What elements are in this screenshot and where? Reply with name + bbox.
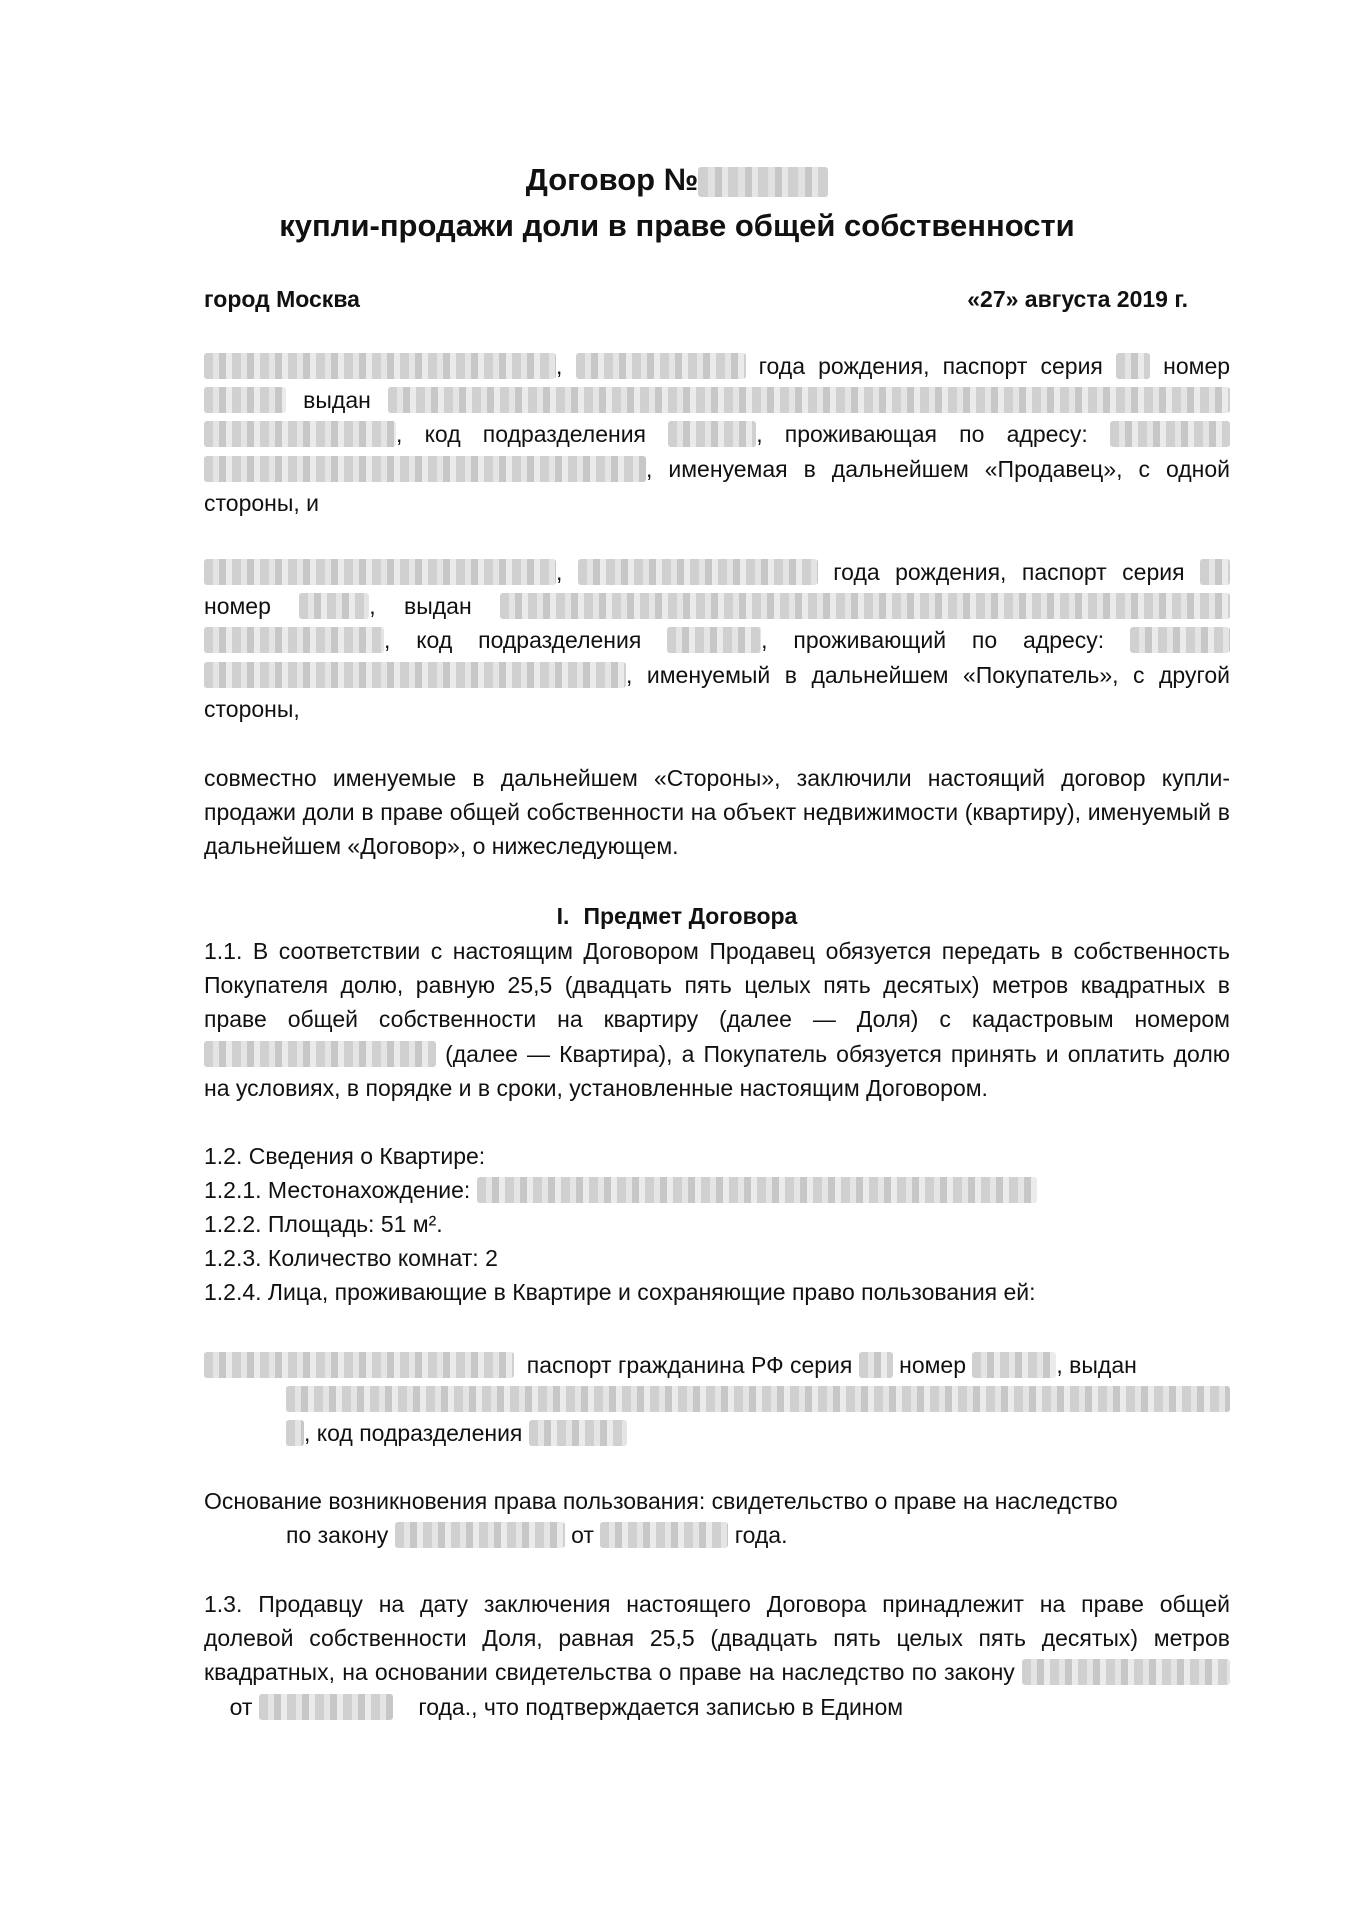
header-row <box>204 286 1188 313</box>
section-heading <box>0 903 1354 930</box>
redacted-buyer-issue-date <box>204 627 384 653</box>
redacted-seller-division-code <box>668 421 756 447</box>
redacted-buyer-address-2 <box>204 662 626 688</box>
section-title: Предмет Договора <box>583 903 798 929</box>
clause-1-2-1: 1.2.1. Местонахождение: <box>204 1177 1037 1204</box>
buyer-paragraph: , года рождения, паспорт серия номер , выдан , код подразделения , проживающий по адресу: , именуемый в дальнейшем «Покупатель», с другой стороны, <box>204 559 1230 722</box>
seller-paragraph: , года рождения, паспорт серия номер выдан , код подразделения , проживающая по адресу: , именуемая в дальнейшем «Продавец», с одной стороны, и <box>204 353 1231 516</box>
redacted-buyer-birth <box>578 559 818 585</box>
redacted-seller-passport-number <box>204 387 286 413</box>
clause-1-2-3: 1.2.3. Количество комнат: 2 <box>204 1245 498 1271</box>
redacted-location <box>477 1177 1037 1203</box>
clause-1-1: 1.1. В соответствии с настоящим Договором Продавец обязуется передать в собственность Покупателя долю, равную 25,5 (двадцать пять целых пять десятых) метров квадратных в праве общей собственности на квартиру (далее — Доля) с кадастровым номером (далее — Квартира), а Покупатель обязуется принять и оплатить долю на условиях, в порядке и в сроки, установленные настоящим Договором. <box>204 938 1231 1101</box>
redacted-buyer-division-code <box>667 627 761 653</box>
redacted-resident-series <box>859 1352 893 1378</box>
redacted-contract-number <box>698 167 828 197</box>
redacted-resident-issuer <box>286 1386 1230 1412</box>
redacted-buyer-name <box>204 559 556 585</box>
clause-1-2: 1.2. Сведения о Квартире: <box>204 1143 486 1169</box>
intro-paragraph: совместно именуемые в дальнейшем «Стороны», заключили настоящий договор купли-продажи доли в праве общей собственности на объект недвижимости (квартиру), именуемый в дальнейшем «Договор», о нижеследующем. <box>204 765 1230 860</box>
section-number: I. <box>556 903 570 929</box>
redacted-resident-number <box>972 1352 1056 1378</box>
redacted-cadastral-number <box>204 1041 436 1067</box>
redacted-seller-issuer <box>388 387 1230 413</box>
redacted-certificate-number <box>395 1522 565 1548</box>
redacted-buyer-series <box>1200 559 1230 585</box>
redacted-certificate-date-2 <box>259 1694 393 1720</box>
redacted-buyer-passport-number <box>299 593 369 619</box>
clause-1-2-4: 1.2.4. Лица, проживающие в Квартире и сохраняющие право пользования ей: <box>204 1279 1036 1305</box>
redacted-resident-code <box>529 1420 627 1446</box>
redacted-certificate-number-2 <box>1022 1659 1230 1685</box>
clause-1-3: 1.3. Продавцу на дату заключения настоящего Договора принадлежит на праве общей долевой собственности Доля, равная 25,5 (двадцать пять целых пять десятых) метров квадратных, на основании свидетельства о праве на наследство по закону от года., что подтверждается записью в Едином <box>204 1591 1230 1720</box>
city-label: город Москва <box>204 286 360 312</box>
redacted-resident-name <box>204 1352 514 1378</box>
contract-title <box>0 162 1354 198</box>
contract-subtitle: купли-продажи доли в праве общей собственности <box>279 208 1075 243</box>
redacted-seller-name <box>204 353 556 379</box>
clause-1-2-2: 1.2.2. Площадь: 51 м². <box>204 1211 443 1237</box>
resident-paragraph: паспорт гражданина РФ серия номер , выдан , код подразделения <box>204 1348 1230 1451</box>
contract-date: «27» августа 2019 г. <box>967 286 1188 312</box>
redacted-certificate-date <box>600 1522 728 1548</box>
redacted-seller-address-2 <box>204 456 646 482</box>
basis-paragraph: Основание возникновения права пользования: свидетельство о праве на наследство по закону от года. <box>204 1488 1118 1549</box>
redacted-resident-issuer-2 <box>286 1420 304 1446</box>
redacted-seller-issue-date <box>204 421 396 447</box>
redacted-buyer-issuer <box>500 593 1230 619</box>
redacted-seller-birth <box>576 353 746 379</box>
contract-title-text: Договор № <box>525 162 699 197</box>
redacted-buyer-address <box>1130 627 1230 653</box>
redacted-seller-series <box>1116 353 1150 379</box>
redacted-seller-address <box>1110 421 1230 447</box>
